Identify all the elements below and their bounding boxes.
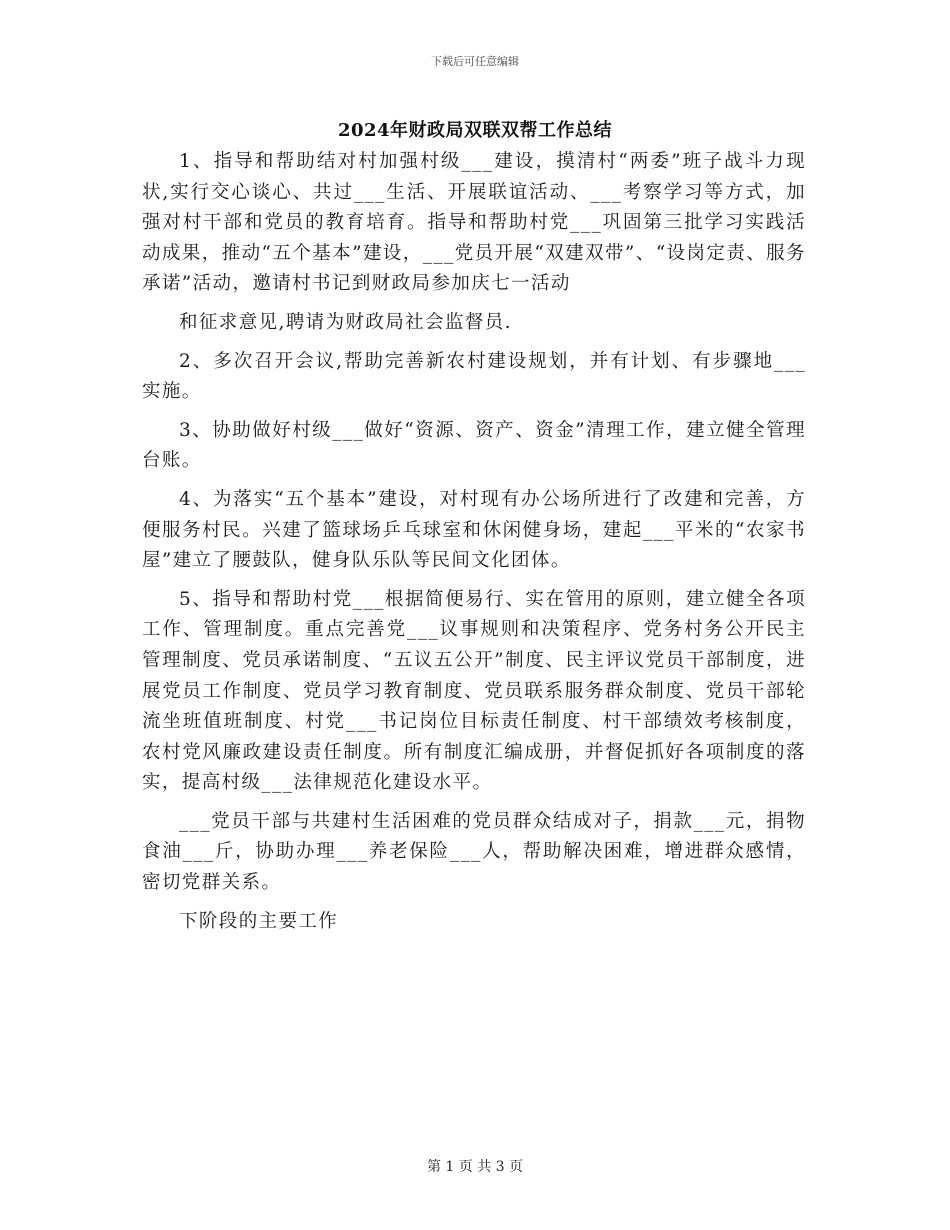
paragraph-7: ___党员干部与共建村生活困难的党员群众结成对子，捐款___元，捐物食油___斤，协助办理___养老保险___人，帮助解决困难，增进群众感情，密切党群关系。 [142,810,806,894]
paragraph-6: 5、指导和帮助村党___根据简便易行、实在管用的原则，建立健全各项工作、管理制度。重点完善党___议事规则和决策程序、党务村务公开民主管理制度、党员承诺制度、“五议五公开”制度、民主评议党员干部制度，进展党员工作制度、党员学习教育制度、党员联系服务群众制度、党员干部轮流坐班值班制度、村党___书记岗位目标责任制度、村干部绩效考核制度，农村党风廉政建设责任制度。所有制度汇编成册，并督促抓好各项制度的落实，提高村级___法律规范化建设水平。 [142,588,806,794]
document-body [142,147,806,937]
paragraph-4: 3、协助做好村级___做好“资源、资产、资金”清理工作，建立健全管理台账。 [142,419,806,472]
paragraph-3: 2、多次召开会议,帮助完善新农村建设规划，并有计划、有步骤地___实施。 [142,350,806,403]
page-number: 第 1 页 共 3 页 [426,1159,524,1175]
paragraph-1: 1、指导和帮助结对村加强村级___建设，摸清村“两委”班子战斗力现状,实行交心谈心、共过___生活、开展联谊活动、___考察学习等方式，加强对村干部和党员的教育培育。指导和帮助村党___巩固第三批学习实践活动成果，推动“五个基本”建设，___党员开展“双建双带”、“设岗定责、服务承诺”活动，邀请村书记到财政局参加庆七一活动 [142,151,806,295]
header-note: 下载后可任意编辑 [431,55,519,68]
document-title: 2024年财政局双联双帮工作总结 [337,120,613,141]
paragraph-5: 4、为落实“五个基本”建设，对村现有办公场所进行了改建和完善，方便服务村民。兴建了篮球场乒乓球室和休闲健身场，建起___平米的“农家书屋”建立了腰鼓队，健身队乐队等民间文化团体。 [142,488,806,572]
paragraph-2: 和征求意见,聘请为财政局社会监督员. [179,311,512,333]
paragraph-8: 下阶段的主要工作 [179,910,339,932]
